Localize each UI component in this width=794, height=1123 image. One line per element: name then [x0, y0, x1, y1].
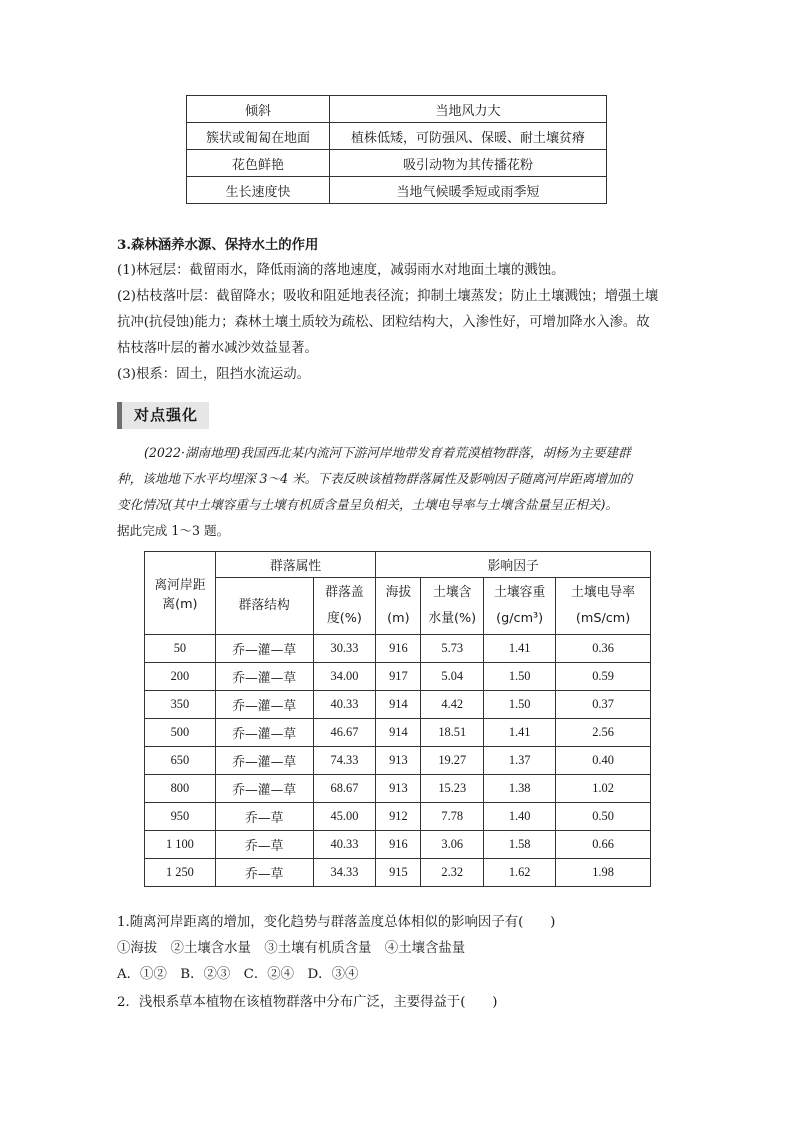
cell-structure: 乔—灌—草 [215, 719, 313, 747]
cell-distance: 1 100 [145, 831, 216, 859]
section3-line: 抗冲(抗侵蚀)能力；森林土壤土质较为疏松、团粒结构大，入渗性好，可增加降水入渗。故 [117, 315, 650, 330]
cell-density: 1.41 [484, 635, 556, 663]
question-1-items: ①海拔 ②土壤含水量 ③土壤有机质含量 ④土壤含盐量 [117, 941, 466, 956]
cell-conductivity: 0.40 [556, 747, 651, 775]
practice-banner: 对点强化 [117, 402, 209, 429]
table-row [145, 775, 651, 803]
section3-line: 枯枝落叶层的蓄水减沙效益显著。 [117, 341, 318, 356]
cell-density: 1.41 [484, 719, 556, 747]
header-community: 群落属性 [215, 552, 376, 578]
cell-conductivity: 0.50 [556, 803, 651, 831]
cell-structure: 乔—草 [215, 859, 313, 887]
cell-density: 1.50 [484, 691, 556, 719]
intro-line: 种，该地地下水平均埋深 3～4 米。下表反映该植物群落属性及影响因子随离河岸距离增加的 [117, 471, 633, 486]
cell-water: 7.78 [421, 803, 484, 831]
section3-line: (1)林冠层：截留雨水，降低雨滴的落地速度，减弱雨水对地面土壤的溅蚀。 [117, 263, 565, 278]
cell-distance: 650 [145, 747, 216, 775]
adaptation-row [187, 177, 607, 204]
cell-coverage: 68.67 [313, 775, 376, 803]
section3-block [117, 232, 677, 388]
cell-density: 1.40 [484, 803, 556, 831]
cell-coverage: 30.33 [313, 635, 376, 663]
intro-line: 据此完成 1～3 题。 [117, 523, 230, 538]
adaptation-table [186, 95, 607, 204]
section3-line: (3)根系：固土，阻挡水流运动。 [117, 367, 311, 382]
table-row [145, 803, 651, 831]
cell-water: 2.32 [421, 859, 484, 887]
cell-distance: 1 250 [145, 859, 216, 887]
cell-altitude: 913 [376, 775, 421, 803]
cell-structure: 乔—灌—草 [215, 663, 313, 691]
cell-distance: 950 [145, 803, 216, 831]
cell-water: 4.42 [421, 691, 484, 719]
header-altitude: 海拔 (m) [376, 578, 421, 635]
section3-title: 3.森林涵养水源、保持水土的作用 [117, 237, 319, 253]
cell-coverage: 45.00 [313, 803, 376, 831]
table-row [145, 719, 651, 747]
cell-distance: 800 [145, 775, 216, 803]
cell-structure: 乔—草 [215, 831, 313, 859]
cell-coverage: 40.33 [313, 691, 376, 719]
cell-density: 1.50 [484, 663, 556, 691]
cell-conductivity: 0.36 [556, 635, 651, 663]
header-coverage: 群落盖 度(%) [313, 578, 376, 635]
intro-line: (2022·湖南地理)我国西北某内流河下游河岸地带发育着荒漠植物群落，胡杨为主要建群 [144, 445, 631, 460]
cell-density: 1.38 [484, 775, 556, 803]
cell-water: 19.27 [421, 747, 484, 775]
intro-line: 变化情况(其中土壤容重与土壤有机质含量呈负相关，土壤电导率与土壤含盐量呈正相关)。 [117, 497, 618, 512]
adaptation-row [187, 150, 607, 177]
header-conductivity: 土壤电导率 (mS/cm) [556, 578, 651, 635]
cell-coverage: 40.33 [313, 831, 376, 859]
cell-altitude: 916 [376, 831, 421, 859]
cell-distance: 200 [145, 663, 216, 691]
header-distance: 离河岸距 离(m) [145, 552, 216, 635]
cell-water: 5.04 [421, 663, 484, 691]
cell-structure: 乔—草 [215, 803, 313, 831]
adaptation-reason: 吸引动物为其传播花粉 [330, 150, 607, 177]
question-1-options: A．①② B．②③ C．②④ D．③④ [117, 967, 359, 982]
question-intro [117, 440, 677, 544]
cell-coverage: 34.33 [313, 859, 376, 887]
adaptation-reason: 当地气候暖季短或雨季短 [330, 177, 607, 204]
cell-structure: 乔—灌—草 [215, 775, 313, 803]
section3-line: (2)枯枝落叶层：截留降水；吸收和阻延地表径流；抑制土壤蒸发；防止土壤溅蚀；增强土壤 [117, 289, 659, 304]
cell-coverage: 34.00 [313, 663, 376, 691]
cell-structure: 乔—灌—草 [215, 691, 313, 719]
table-row [145, 859, 651, 887]
cell-conductivity: 1.98 [556, 859, 651, 887]
adaptation-feature: 簇状或匍匐在地面 [187, 123, 330, 150]
cell-distance: 350 [145, 691, 216, 719]
cell-structure: 乔—灌—草 [215, 747, 313, 775]
cell-density: 1.58 [484, 831, 556, 859]
adaptation-row [187, 123, 607, 150]
cell-water: 15.23 [421, 775, 484, 803]
cell-conductivity: 0.66 [556, 831, 651, 859]
table-row [145, 747, 651, 775]
cell-altitude: 914 [376, 719, 421, 747]
cell-water: 5.73 [421, 635, 484, 663]
cell-distance: 500 [145, 719, 216, 747]
cell-density: 1.62 [484, 859, 556, 887]
cell-density: 1.37 [484, 747, 556, 775]
question-1: 1.随离河岸距离的增加，变化趋势与群落盖度总体相似的影响因子有( ) [117, 915, 556, 930]
cell-distance: 50 [145, 635, 216, 663]
adaptation-feature: 生长速度快 [187, 177, 330, 204]
cell-coverage: 74.33 [313, 747, 376, 775]
community-data-table [144, 551, 651, 887]
cell-water: 18.51 [421, 719, 484, 747]
cell-conductivity: 2.56 [556, 719, 651, 747]
table-row [145, 635, 651, 663]
cell-altitude: 917 [376, 663, 421, 691]
question-2: 2．浅根系草本植物在该植物群落中分布广泛，主要得益于( ) [117, 995, 498, 1010]
cell-altitude: 912 [376, 803, 421, 831]
cell-altitude: 916 [376, 635, 421, 663]
adaptation-reason: 当地风力大 [330, 96, 607, 123]
cell-conductivity: 0.37 [556, 691, 651, 719]
cell-structure: 乔—灌—草 [215, 635, 313, 663]
cell-conductivity: 0.59 [556, 663, 651, 691]
table-row [145, 691, 651, 719]
cell-altitude: 913 [376, 747, 421, 775]
cell-conductivity: 1.02 [556, 775, 651, 803]
header-structure: 群落结构 [215, 578, 313, 635]
adaptation-feature: 花色鲜艳 [187, 150, 330, 177]
cell-water: 3.06 [421, 831, 484, 859]
cell-altitude: 914 [376, 691, 421, 719]
adaptation-row [187, 96, 607, 123]
table-row [145, 831, 651, 859]
cell-coverage: 46.67 [313, 719, 376, 747]
header-density: 土壤容重 (g/cm³) [484, 578, 556, 635]
header-factors: 影响因子 [376, 552, 651, 578]
adaptation-reason: 植株低矮，可防强风、保暖、耐土壤贫瘠 [330, 123, 607, 150]
table-row [145, 663, 651, 691]
adaptation-feature: 倾斜 [187, 96, 330, 123]
header-water: 土壤含 水量(%) [421, 578, 484, 635]
cell-altitude: 915 [376, 859, 421, 887]
